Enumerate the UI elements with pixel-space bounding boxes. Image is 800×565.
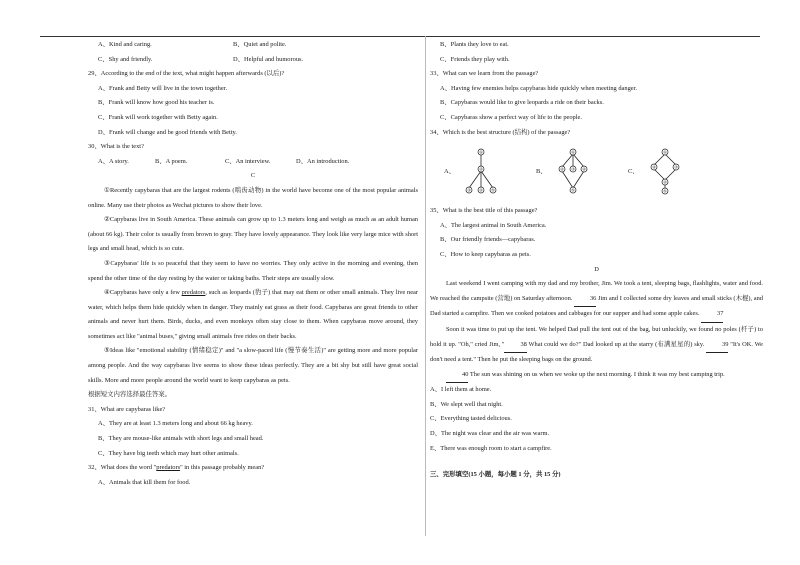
- p2-text-3: "It's OK. We don't need a tent." Then he put the sleeping bags on the ground.: [430, 340, 764, 364]
- q34-option-c[interactable]: [628, 147, 720, 197]
- q29-option-b[interactable]: B、Frank will know how good his teacher is.: [98, 99, 215, 107]
- p1-text-2: Jim and I collected some dry leaves and small sticks (木棍), and Dad started a campfire. Then we cooked potatoes and cabbages for our supper and had some apple cakes.: [430, 294, 763, 318]
- q28-option-d[interactable]: D、Helpful and humorous.: [233, 55, 304, 63]
- section-three-heading: 三、完形填空(15 小题，每小题 1 分，共 15 分): [430, 471, 561, 479]
- q34-option-b[interactable]: [536, 147, 628, 197]
- node-label: ③: [467, 187, 471, 193]
- node-label: ②: [651, 164, 656, 170]
- passage-c-paragraph-5: ⑤Ideas like "emotional stability (情绪稳定)" and "a slow-paced life (慢节奏生活)" are getting more and more popular among people. And the way capybaras live seems to show these ideas perfectly. They are a bit shy but still have great social skills. More and more people around the world want to keep capybaras as pets.: [88, 347, 418, 384]
- node-label: ①: [479, 149, 483, 155]
- q32-option-b[interactable]: B、Plants they love to eat.: [440, 41, 509, 48]
- q34-structure-options: [430, 140, 763, 204]
- q32-option-a[interactable]: A、Animals that kill them for food.: [98, 478, 191, 486]
- passage-c-paragraph-2: ②Capybaras live in South America. These animals can grow up to 1.3 meters long and weigh as much as an adult human (about 66 kg). Their color is usually from brown to gray. They have lovely appearance. They look like very large mice with short legs and small head, which is so cute.: [88, 216, 418, 253]
- q29-stem: 29、According to the end of the text, what might happen afterwards (以后)?: [88, 70, 285, 78]
- q35-option-b[interactable]: B、Our friendly friends—capybaras.: [440, 236, 536, 244]
- q34-option-a-label: A、: [444, 167, 456, 175]
- node-label: ⑤: [570, 187, 575, 193]
- q33-option-b[interactable]: B、Capybaras would like to give leopards a ride on their backs.: [440, 99, 604, 107]
- node-label: ②: [559, 166, 564, 172]
- q35-option-a[interactable]: A、The largest animal in South America.: [440, 221, 547, 229]
- q30-option-a[interactable]: A、A story.: [98, 157, 129, 165]
- node-label: ④: [581, 166, 586, 172]
- instruction-text: 根据短文内容选择最佳答案。: [88, 391, 172, 399]
- q33-option-a[interactable]: A、Having few enemies helps capybaras hide quickly when meeting danger.: [440, 84, 637, 92]
- column-divider: [425, 36, 426, 536]
- blank-36[interactable]: 36: [574, 292, 596, 308]
- q30-option-b[interactable]: B、A poem.: [155, 157, 188, 165]
- section-d-heading: D: [594, 265, 599, 273]
- right-column: [430, 38, 763, 483]
- q28-option-b[interactable]: B、Quiet and polite.: [233, 41, 287, 48]
- passage-c-paragraph-3: ③Capybaras' life is so peaceful that they seem to have no worries. They only active in the morning and evening, then spend the other time of the day resting by the water or taking baths. Their steps are usually slow.: [88, 259, 418, 282]
- option-d-d[interactable]: D、The night was clear and the air was warm.: [430, 430, 550, 438]
- structure-diagram-b: [553, 147, 593, 197]
- p2-text-1: Soon it was time to put up the tent. We helped Dad pull the tent out of the bag, but unluckily, we found no poles (杆子) to hold it up. "Oh," cried Jim, ": [430, 325, 763, 348]
- q31-option-b[interactable]: B、They are mouse-like animals with short legs and small head.: [98, 435, 264, 443]
- q34-option-c-label: C、: [628, 167, 639, 175]
- option-d-e[interactable]: E、There was enough room to start a campfire.: [430, 444, 552, 452]
- q30-option-d[interactable]: D、An introduction.: [296, 157, 350, 165]
- option-d-c[interactable]: C、Everything tasted delicious.: [430, 415, 512, 423]
- q28-options-row-2: [88, 53, 418, 68]
- node-label: ④: [479, 187, 483, 193]
- node-label: ③: [673, 164, 678, 170]
- underlined-word-predators: predators: [181, 289, 206, 297]
- q28-option-a[interactable]: A、Kind and caring.: [98, 41, 152, 48]
- q29-option-d[interactable]: D、Frank will change and be good friends with Betty.: [98, 128, 237, 136]
- passage-c-paragraph-1: ①Recently capybaras that are the largest rodents (啮齿动物) in the world have become one of the most popular animals online. Many use their photos as Wechat pictures to show their love.: [88, 186, 418, 209]
- node-label: ②: [479, 166, 483, 172]
- q33-option-c[interactable]: C、Capybaras show a perfect way of life to the people.: [440, 113, 582, 121]
- q33-stem: 33、What can we learn from the passage?: [430, 70, 539, 78]
- structure-diagram-c: [645, 147, 685, 197]
- node-label: ⑤: [662, 188, 667, 194]
- q32-stem-before: 32、What does the word ": [88, 464, 157, 472]
- q30-option-c[interactable]: C、An interview.: [225, 157, 271, 165]
- q35-option-c[interactable]: C、How to keep capybaras as pets.: [440, 250, 531, 258]
- paragraph-4-text-after: , such as leopards (豹子) that may eat them or other small animals. They live near water, which helps them hide quickly when in danger. They mainly eat grass as their food. Capybaras are great friends to other animals and never hurt them. Birds, ducks, and even monkeys often stay close to them. When capybaras move around, they sometimes act like "animal buses," giving small animals free rides on their backs.: [88, 289, 418, 340]
- left-column: [88, 38, 418, 490]
- node-label: ①: [662, 149, 667, 155]
- node-label: ①: [570, 149, 575, 155]
- q32-underlined-word: predators: [156, 464, 181, 472]
- node-label: ⑤: [491, 187, 495, 193]
- q34-option-a[interactable]: [444, 147, 536, 197]
- passage-c-paragraph-4: [88, 286, 418, 344]
- section-c-heading: C: [250, 172, 256, 180]
- q32-stem-after: " in this passage probably mean?: [180, 464, 265, 472]
- q31-option-a[interactable]: A、They are at least 1.3 meters long and about 66 kg heavy.: [98, 420, 253, 428]
- node-label: ④: [662, 179, 667, 185]
- paragraph-4-text-before: ④Capybaras have only a few: [104, 289, 182, 297]
- blank-39[interactable]: 39: [706, 338, 728, 354]
- passage-d-paragraph-3: [430, 368, 763, 384]
- structure-diagram-a: [461, 147, 501, 197]
- blank-37[interactable]: 37: [701, 307, 723, 323]
- node-label: ③: [570, 166, 575, 172]
- q35-stem: 35、What is the best title of this passage?: [430, 207, 538, 215]
- p3-text-1: The sun was shining on us when we woke up the next morning. I think it was my best camping trip.: [468, 370, 725, 378]
- q31-stem: 31、What are capybaras like?: [88, 405, 166, 413]
- q31-option-c[interactable]: C、They have big teeth which may hurt other animals.: [98, 449, 239, 457]
- p1-text-1: Last weekend I went camping with my dad and my brother, Jim. We took a tent, sleeping bags, flashlights, water and food. We reached the campsite (营地) on Saturday afternoon.: [430, 280, 763, 302]
- option-d-b[interactable]: B、We slept well that night.: [430, 400, 503, 408]
- q34-stem: 34、Which is the best structure (结构) of the passage?: [430, 128, 571, 136]
- passage-d-paragraph-1: [430, 277, 763, 323]
- q29-option-c[interactable]: C、Frank will work together with Betty again.: [98, 113, 218, 121]
- q32-option-c[interactable]: C、Friends they play with.: [440, 55, 510, 63]
- blank-40[interactable]: 40: [446, 368, 468, 384]
- passage-d-paragraph-2: [430, 323, 763, 368]
- q34-option-b-label: B、: [536, 167, 547, 175]
- header-rule: [40, 36, 760, 37]
- q30-options: [88, 155, 418, 170]
- q32-stem: [88, 461, 418, 476]
- p2-text-2: What could we do?" Dad looked up at the starry (布满星星的) sky.: [526, 340, 707, 348]
- q28-options-row-1: [88, 38, 418, 53]
- q29-option-a[interactable]: A、Frank and Betty will live in the town together.: [98, 84, 228, 92]
- q28-option-c[interactable]: C、Shy and friendly.: [98, 55, 153, 63]
- q30-stem: 30、What is the text?: [88, 143, 144, 151]
- blank-38[interactable]: 38: [504, 338, 526, 354]
- option-d-a[interactable]: A、I left them at home.: [430, 386, 492, 394]
